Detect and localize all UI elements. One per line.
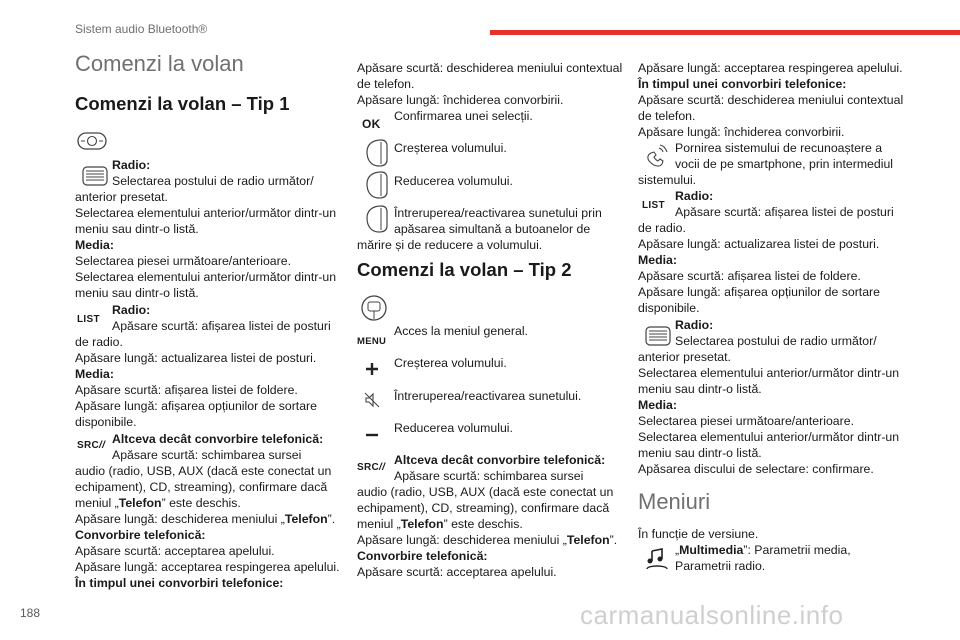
voice-recognition-icon: [644, 142, 670, 168]
volume-down-paddle-icon: [363, 170, 389, 200]
src-button-icon: SRC//: [77, 440, 106, 451]
header-accent-bar: [490, 30, 960, 35]
thumbwheel-icon: [81, 165, 109, 187]
list-button-icon: LIST: [77, 314, 100, 325]
ok-button-icon: OK: [362, 117, 381, 131]
section-title-steering-controls: Comenzi la volan: [75, 51, 244, 76]
minus-icon: [365, 432, 379, 438]
watermark: carmanualsonline.info: [580, 600, 844, 630]
mute-paddle-icon: [363, 204, 389, 234]
steering-wheel-icon: [359, 293, 389, 323]
section-title-menus: Meniuri: [638, 489, 711, 514]
subsection-title-type-2: Comenzi la volan – Tip 2: [357, 259, 572, 280]
running-header: Sistem audio Bluetooth®: [75, 22, 208, 36]
page-number: 188: [20, 606, 41, 620]
multimedia-icon: [644, 547, 670, 571]
menu-button-icon: MENU: [357, 336, 387, 347]
thumbwheel-icon-2: [644, 325, 672, 347]
plus-icon: [365, 362, 379, 376]
mute-icon: [363, 391, 381, 409]
volume-up-paddle-icon: [363, 138, 389, 168]
subsection-title-type-1: Comenzi la volan – Tip 1: [75, 93, 290, 114]
list-button-icon-2: LIST: [642, 200, 665, 211]
steering-control-icon: [75, 130, 109, 152]
src-button-icon-2: SRC//: [357, 462, 386, 473]
